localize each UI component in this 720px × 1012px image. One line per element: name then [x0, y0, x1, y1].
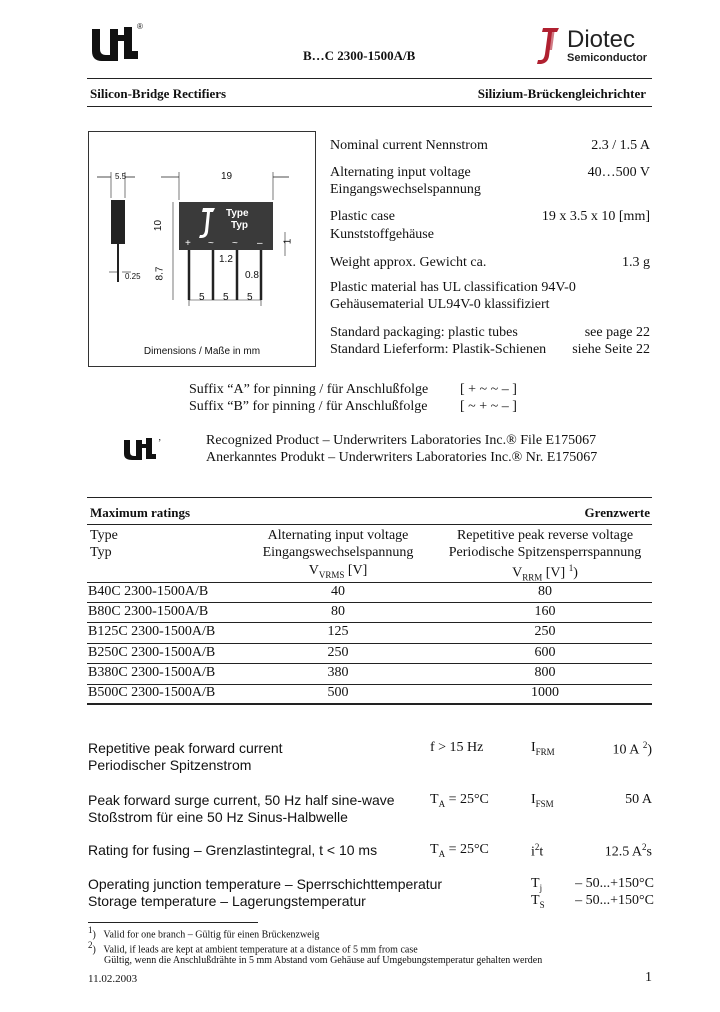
fsm-sym: I [531, 792, 536, 807]
subtitle-english: Silicon-Bridge Rectifiers [90, 86, 227, 101]
param-i2t-value [605, 842, 652, 861]
ratings-title-de: Grenzwerte [584, 505, 650, 520]
col-vrrm-header-en: Repetitive peak reverse voltage [456, 528, 634, 543]
spec-packaging-en: Standard packaging: plastic tubes [330, 325, 518, 340]
suffix-b-pinning: [ ~ + ~ – ] [460, 399, 517, 414]
dim-0-8: 0.8 [245, 270, 259, 281]
ul-logo-icon [88, 25, 140, 63]
row-vrms: 500 [327, 685, 349, 700]
svg-text:’: ’ [158, 438, 162, 449]
svg-text:~: ~ [208, 238, 214, 249]
subtitle-top-rule [87, 78, 652, 79]
dim-10: 10 [153, 219, 165, 232]
row-vrms: 380 [327, 665, 349, 680]
fsm-cond-sub: A [438, 798, 446, 809]
param-ts-value: – 50...+150°C [575, 893, 654, 908]
body-type-label: Type [226, 208, 249, 219]
row-vrrm: 160 [534, 604, 556, 619]
row-vrrm: 80 [538, 584, 552, 599]
fsm-cond-val: = 25°C [445, 792, 489, 807]
spec-weight-value: 1.3 g [622, 255, 650, 270]
spec-input-voltage-label-de: Eingangswechselspannung [330, 182, 481, 197]
vrrm-sym: V [512, 565, 523, 581]
col-type-header-en: Type [90, 528, 118, 543]
row-type: B125C 2300-1500A/B [88, 624, 216, 639]
fn1-mark: 1 [88, 925, 93, 935]
brand-name: Diotec [567, 26, 636, 53]
vrrm-footnote-ref: 1 [568, 563, 574, 573]
vrms-sym: V [308, 563, 319, 578]
dim-0-25: 0.25 [125, 272, 141, 281]
fn2-mark: 2 [88, 940, 93, 950]
subtitle-german: Silizium-Brückengleichrichter [477, 86, 646, 101]
vrrm-footnote-paren: ) [573, 565, 578, 581]
frm-val: 10 A [612, 742, 640, 758]
row-divider [87, 622, 652, 623]
table-row [88, 645, 652, 663]
row-vrms: 125 [327, 624, 349, 639]
col-vrrm-header-de: Periodische Spitzensperrspannung [448, 545, 642, 560]
svg-text:–: – [257, 238, 263, 249]
row-vrrm: 600 [534, 645, 556, 660]
fsm-cond-sym: T [430, 792, 439, 807]
i2t-val-sup: 2 [642, 842, 647, 852]
param-tj-symbol [531, 876, 542, 893]
ul-logo [88, 25, 140, 63]
page-title: B…C 2300-1500A/B [303, 48, 416, 63]
row-divider [87, 602, 652, 603]
recognized-de: Anerkanntes Produkt – Underwriters Laboratories Inc.® Nr. E175067 [206, 450, 598, 465]
col-vrms-symbol [238, 563, 438, 580]
i2t-cond-val: = 25°C [445, 842, 489, 857]
spec-packaging-en-value: see page 22 [584, 325, 650, 340]
ratings-header-rule [87, 582, 652, 583]
spec-nominal-current-value: 2.3 / 1.5 A [591, 138, 650, 153]
ul-registered-mark: ® [137, 22, 143, 31]
dim-5-third: 5 [247, 292, 253, 303]
param-frm-symbol [531, 740, 555, 757]
table-row [88, 624, 652, 642]
param-ts-symbol [531, 893, 545, 910]
i2t-sym2: t [539, 844, 544, 860]
table-row [88, 584, 652, 602]
dim-1: 1 [282, 238, 294, 245]
brand-subtitle: Semiconductor [567, 52, 648, 64]
bridge-outline-icon [89, 132, 315, 366]
param-frm-de: Periodischer Spitzenstrom [88, 757, 252, 773]
param-ts-label: Storage temperature – Lagerungstemperatur [88, 893, 366, 909]
dim-5-second: 5 [223, 292, 229, 303]
param-i2t-condition [430, 842, 489, 859]
dimension-drawing [88, 131, 316, 367]
col-vrms-header-de: Eingangswechselspannung [262, 545, 414, 560]
row-vrrm: 250 [534, 624, 556, 639]
table-row [88, 665, 652, 683]
ratings-top-rule [87, 497, 652, 498]
spec-material-en: Plastic material has UL classification 94V-0 [330, 280, 576, 295]
ratings-title-en: Maximum ratings [90, 505, 191, 520]
i2t-cond-sub: A [438, 848, 446, 859]
diotec-logo-icon [535, 26, 565, 66]
dim-5-first: 5 [199, 292, 205, 303]
param-i2t-label: Rating for fusing – Grenzlastintegral, t < 10 ms [88, 842, 378, 858]
fn1-text: Valid for one branch – Gültig für einen Brückenzweig [103, 929, 320, 941]
i2t-val: 12.5 A [604, 844, 643, 860]
spec-packaging-de-value: siehe Seite 22 [572, 342, 650, 357]
spec-packaging-de: Standard Lieferform: Plastik-Schienen [330, 342, 547, 357]
vrms-sub: VRMS [318, 569, 345, 580]
spec-input-voltage-value: 40…500 V [587, 165, 650, 180]
diotec-logo [535, 26, 565, 66]
row-divider [87, 643, 652, 644]
footnote-1: $^1$) Valid for one branch – Gültig für einen Brückenzweig [88, 925, 320, 941]
dim-8-7: 8.7 [154, 266, 166, 281]
row-vrrm: 800 [534, 665, 556, 680]
footnote-2b: Gültig, wenn die Anschlußdrähte in 5 mm Abstand vom Gehäuse auf Umgebungstemperatur gehalten werden [104, 955, 543, 966]
row-type: B40C 2300-1500A/B [88, 584, 209, 599]
ts-sym: T [531, 893, 540, 908]
ul-recognized-icon [120, 436, 166, 462]
row-vrrm: 1000 [531, 685, 559, 700]
subtitle-bottom-rule [87, 106, 652, 107]
row-vrms: 40 [331, 584, 345, 599]
param-fsm-value: 50 A [625, 792, 652, 807]
vrrm-sub: RRM [522, 572, 543, 583]
row-vrms: 80 [331, 604, 345, 619]
i2t-sym: i [531, 844, 535, 860]
body-typ-label: Typ [231, 220, 249, 231]
dim-1-2: 1.2 [219, 254, 233, 265]
ratings-bottom-rule [87, 703, 652, 705]
param-fsm-de: Stoßstrom für eine 50 Hz Sinus-Halbwelle [88, 809, 348, 825]
vrms-unit: [V] [347, 563, 368, 578]
row-type: B500C 2300-1500A/B [88, 685, 216, 700]
footnote-2a: $^2$) Valid, if leads are kept at ambient temperature at a distance of 5 mm from case [88, 940, 418, 956]
frm-sub: FRM [535, 746, 555, 757]
param-tj-value: – 50...+150°C [575, 876, 654, 891]
footer-date: 11.02.2003 [88, 973, 138, 985]
i2t-sup: 2 [534, 842, 540, 852]
tj-sub: j [539, 882, 543, 893]
table-row [88, 685, 652, 703]
param-frm-value: 10 A $^2$) [612, 740, 652, 758]
dim-19: 19 [221, 171, 233, 182]
col-vrms-header-en: Alternating input voltage [267, 528, 409, 543]
row-vrms: 250 [327, 645, 349, 660]
i2t-val-end: s [646, 844, 652, 860]
suffix-b-text: Suffix “B” for pinning / für Anschlußfolge [189, 399, 428, 414]
frm-note: 2 [642, 740, 648, 750]
recognized-en: Recognized Product – Underwriters Laboratories Inc.® File E175067 [206, 433, 597, 448]
row-divider [87, 663, 652, 664]
fsm-sub: FSM [535, 798, 554, 809]
spec-input-voltage-label: Alternating input voltage [330, 165, 471, 180]
param-tj-label: Operating junction temperature – Sperrschichttemperatur [88, 876, 443, 892]
spec-nominal-current-label: Nominal current Nennstrom [330, 138, 488, 153]
fn2a-text: Valid, if leads are kept at ambient temperature at a distance of 5 mm from case [103, 944, 418, 956]
vrrm-unit: [V] [545, 565, 566, 581]
param-i2t-symbol [531, 842, 543, 861]
table-row [88, 604, 652, 622]
dim-5-5: 5.5 [115, 172, 127, 181]
param-fsm-en: Peak forward surge current, 50 Hz half sine-wave [88, 792, 395, 808]
spec-case-label: Plastic case [330, 209, 395, 224]
suffix-a-text: Suffix “A” for pinning / für Anschlußfolge [189, 382, 429, 397]
footer-page-number: 1 [645, 970, 652, 985]
param-frm-condition: f > 15 Hz [430, 740, 484, 755]
ratings-title-rule [87, 524, 652, 525]
spec-case-label-de: Kunststoffgehäuse [330, 227, 434, 242]
param-frm-en: Repetitive peak forward current [88, 740, 283, 756]
spec-weight-label: Weight approx. Gewicht ca. [330, 255, 487, 270]
col-type-header-de: Typ [90, 545, 112, 560]
col-vrrm-symbol [438, 563, 652, 582]
footnote-rule [88, 922, 258, 923]
spec-material-de: Gehäusematerial UL94V-0 klassifiziert [330, 297, 550, 312]
svg-text:~: ~ [232, 238, 238, 249]
row-type: B80C 2300-1500A/B [88, 604, 209, 619]
spec-case-value: 19 x 3.5 x 10 [mm] [541, 209, 650, 224]
frm-sym: I [531, 740, 536, 755]
svg-text:+: + [185, 238, 191, 249]
suffix-a-pinning: [ + ~ ~ – ] [460, 382, 517, 397]
i2t-cond-sym: T [430, 842, 439, 857]
param-fsm-condition [430, 792, 489, 809]
param-fsm-symbol [531, 792, 554, 809]
drawing-caption: Dimensions / Maße in mm [143, 346, 261, 357]
row-type: B380C 2300-1500A/B [88, 665, 216, 680]
row-type: B250C 2300-1500A/B [88, 645, 216, 660]
ul-recognized-logo [120, 436, 166, 462]
ts-sub: S [539, 899, 545, 910]
tj-sym: T [531, 876, 540, 891]
